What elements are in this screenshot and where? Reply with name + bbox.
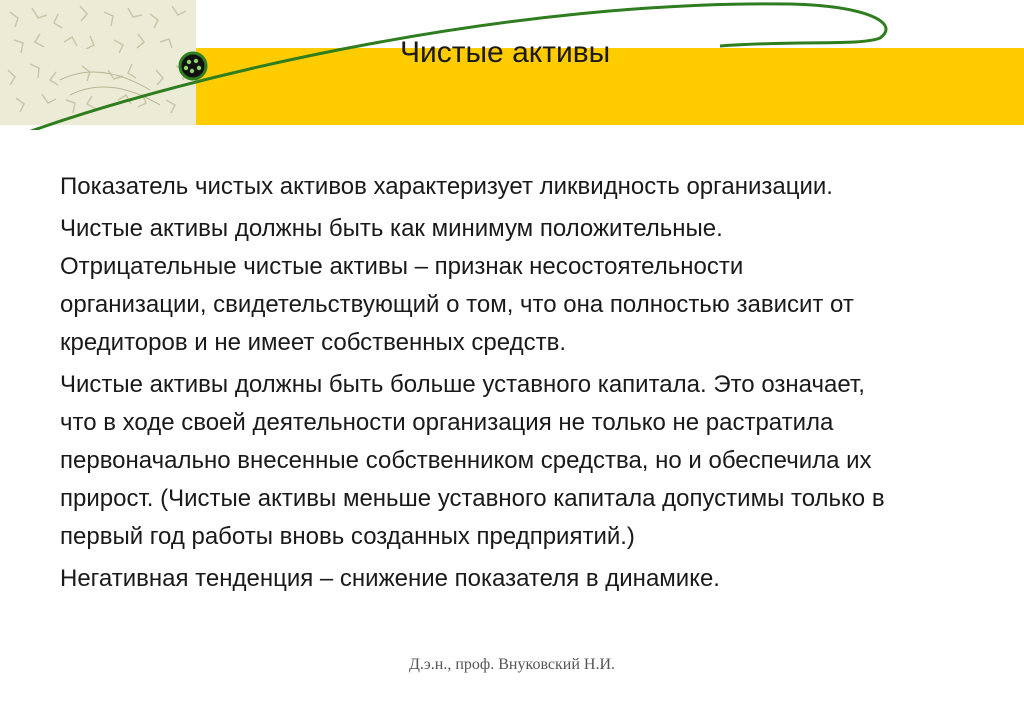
paragraph-liquidity: Показатель чистых активов характеризует ликвидность организации. [60, 173, 833, 200]
planet-icon [180, 53, 206, 79]
slide-body [60, 168, 980, 602]
paragraph-capital: Чистые активы должны быть больше уставного капитала. Это означает, что в ходе своей деятельности организация не только не растратила первоначально внесенные собственником средства, но и обеспечила их прирост. (Чистые активы меньше уставного капитала допустимы только в первый год работы вновь созданных предприятий.) [60, 371, 885, 550]
paragraph-negative-trend: Негативная тенденция – снижение показателя в динамике. [60, 565, 720, 592]
slide-title: Чистые активы [400, 36, 611, 69]
author-footer: Д.э.н., проф. Внуковский Н.И. [408, 656, 616, 673]
paragraph-positive: Чистые активы должны быть как минимум положительные. Отрицательные чистые активы – признак несостоятельности организации, свидетельствующий о том, что она полностью зависит от кредиторов и не имеет собственных средств. [60, 215, 854, 356]
